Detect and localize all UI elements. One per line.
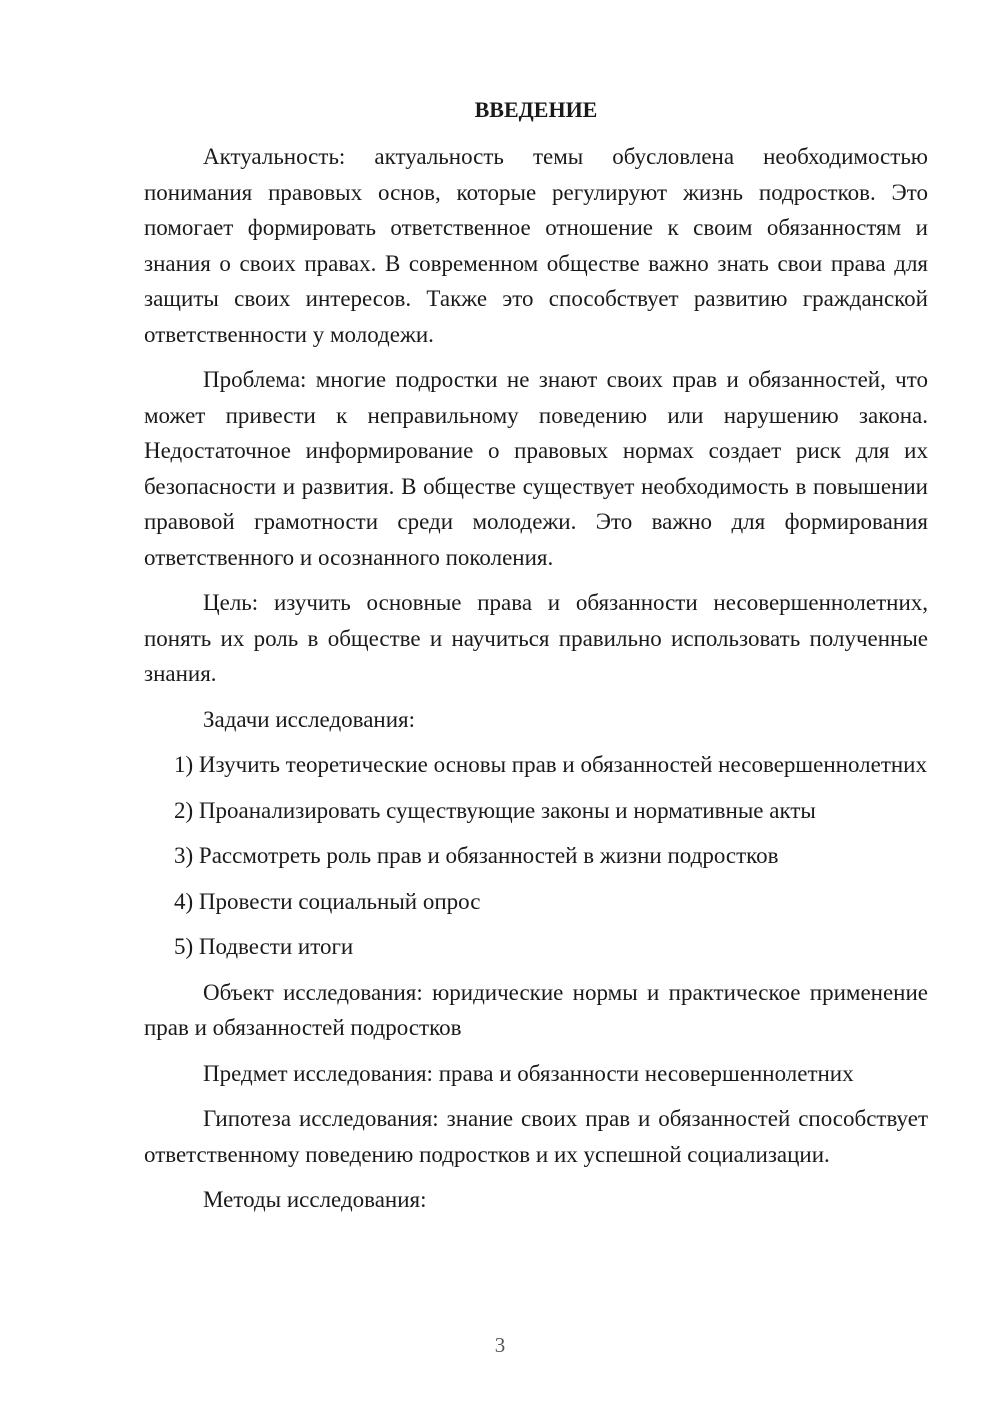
paragraph-goal: Цель: изучить основные права и обязанности несовершеннолетних, понять их роль в обществе и научиться правильно использовать полученные знания. <box>144 590 928 686</box>
task-item-3: 3) Рассмотреть роль прав и обязанностей в жизни подростков <box>174 843 779 868</box>
task-item-1: 1) Изучить теоретические основы прав и обязанностей несовершеннолетних <box>174 752 927 777</box>
paragraph-problem: Проблема: многие подростки не знают своих прав и обязанностей, что может привести к неправильному поведению или нарушению закона. Недостаточное информирование о правовых нормах создает риск для их безопасности и развития. В обществе существует необходимость в повышении правовой грамотности среди молодежи. Это важно для формирования ответственного и осознанного поколения. <box>144 367 928 570</box>
task-item-5: 5) Подвести итоги <box>174 934 354 959</box>
task-item-2: 2) Проанализировать существующие законы и нормативные акты <box>174 797 816 823</box>
document-page <box>144 92 928 1228</box>
task-item-4: 4) Провести социальный опрос <box>174 888 481 914</box>
paragraph-hypothesis: Гипотеза исследования: знание своих прав и обязанностей способствует ответственному поведению подростков и их успешной социализации. <box>144 1106 928 1167</box>
paragraph-relevance: Актуальность: актуальность темы обусловлена необходимостью понимания правовых основ, которые регулируют жизнь подростков. Это помогает формировать ответственное отношение к своим обязанностям и знания о своих правах. В современном обществе важно знать свои права для защиты своих интересов. Также это способствует развитию гражданской ответственности у молодежи. <box>144 144 928 347</box>
paragraph-methods: Методы исследования: <box>203 1187 427 1212</box>
tasks-title: Задачи исследования: <box>203 706 416 732</box>
page-number: 3 <box>494 1333 506 1357</box>
paragraph-subject: Предмет исследования: права и обязанности несовершеннолетних <box>203 1060 854 1086</box>
paragraph-object: Объект исследования: юридические нормы и практическое применение прав и обязанностей подростков <box>144 979 928 1040</box>
document-heading: ВВЕДЕНИЕ <box>474 97 598 122</box>
